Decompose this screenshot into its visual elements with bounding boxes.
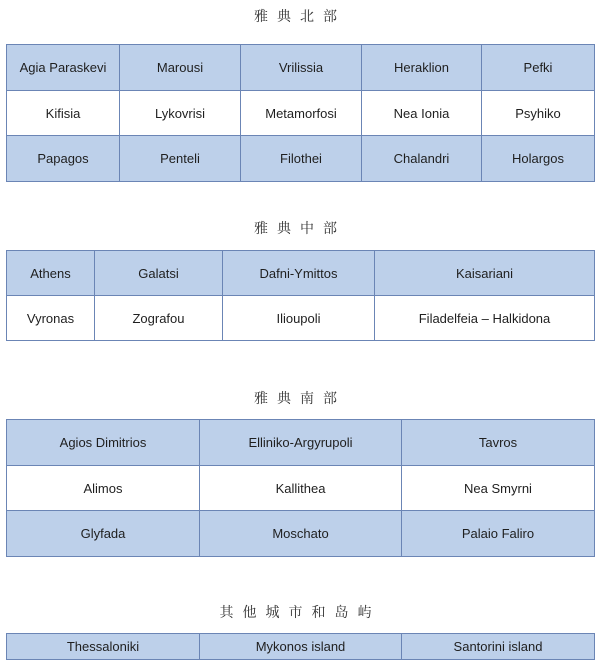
- table-row: [7, 45, 595, 91]
- area-cell: Metamorfosi: [241, 91, 362, 136]
- table-row: [7, 634, 595, 660]
- area-cell: Dafni-Ymittos: [223, 251, 375, 296]
- table-row: [7, 296, 595, 341]
- area-cell: Filadelfeia – Halkidona: [375, 296, 595, 341]
- area-cell: Athens: [7, 251, 95, 296]
- area-cell: Pefki: [482, 45, 595, 91]
- area-cell: Lykovrisi: [120, 91, 241, 136]
- other-cities-table: [6, 633, 595, 660]
- table-row: [7, 420, 595, 466]
- north-athens-heading: 雅典北部: [254, 9, 346, 25]
- table-row: [7, 136, 595, 182]
- area-cell: Alimos: [7, 466, 200, 511]
- area-cell: Kifisia: [7, 91, 120, 136]
- area-cell: Vyronas: [7, 296, 95, 341]
- table-row: [7, 91, 595, 136]
- area-cell: Zografou: [95, 296, 223, 341]
- south-athens-heading: 雅典南部: [254, 391, 346, 407]
- central-athens-heading: 雅典中部: [254, 221, 346, 237]
- north-athens-table: [6, 44, 595, 182]
- area-cell: Thessaloniki: [7, 634, 200, 660]
- area-cell: Marousi: [120, 45, 241, 91]
- area-cell: Psyhiko: [482, 91, 595, 136]
- area-cell: Filothei: [241, 136, 362, 182]
- table-row: [7, 251, 595, 296]
- area-cell: Palaio Faliro: [402, 511, 595, 557]
- area-cell: Santorini island: [402, 634, 595, 660]
- area-cell: Kallithea: [200, 466, 402, 511]
- area-cell: Glyfada: [7, 511, 200, 557]
- area-cell: Ilioupoli: [223, 296, 375, 341]
- area-cell: Agios Dimitrios: [7, 420, 200, 466]
- south-athens-table: [6, 419, 595, 557]
- area-cell: Kaisariani: [375, 251, 595, 296]
- area-cell: Galatsi: [95, 251, 223, 296]
- area-cell: Nea Ionia: [362, 91, 482, 136]
- area-cell: Heraklion: [362, 45, 482, 91]
- area-cell: Nea Smyrni: [402, 466, 595, 511]
- area-cell: Penteli: [120, 136, 241, 182]
- area-cell: Vrilissia: [241, 45, 362, 91]
- other-cities-heading: 其他城市和岛屿: [219, 605, 381, 621]
- area-cell: Elliniko-Argyrupoli: [200, 420, 402, 466]
- area-cell: Moschato: [200, 511, 402, 557]
- area-cell: Holargos: [482, 136, 595, 182]
- area-cell: Mykonos island: [200, 634, 402, 660]
- central-athens-table: [6, 250, 595, 341]
- area-cell: Chalandri: [362, 136, 482, 182]
- table-row: [7, 466, 595, 511]
- area-cell: Tavros: [402, 420, 595, 466]
- area-cell: Papagos: [7, 136, 120, 182]
- area-cell: Agia Paraskevi: [7, 45, 120, 91]
- table-row: [7, 511, 595, 557]
